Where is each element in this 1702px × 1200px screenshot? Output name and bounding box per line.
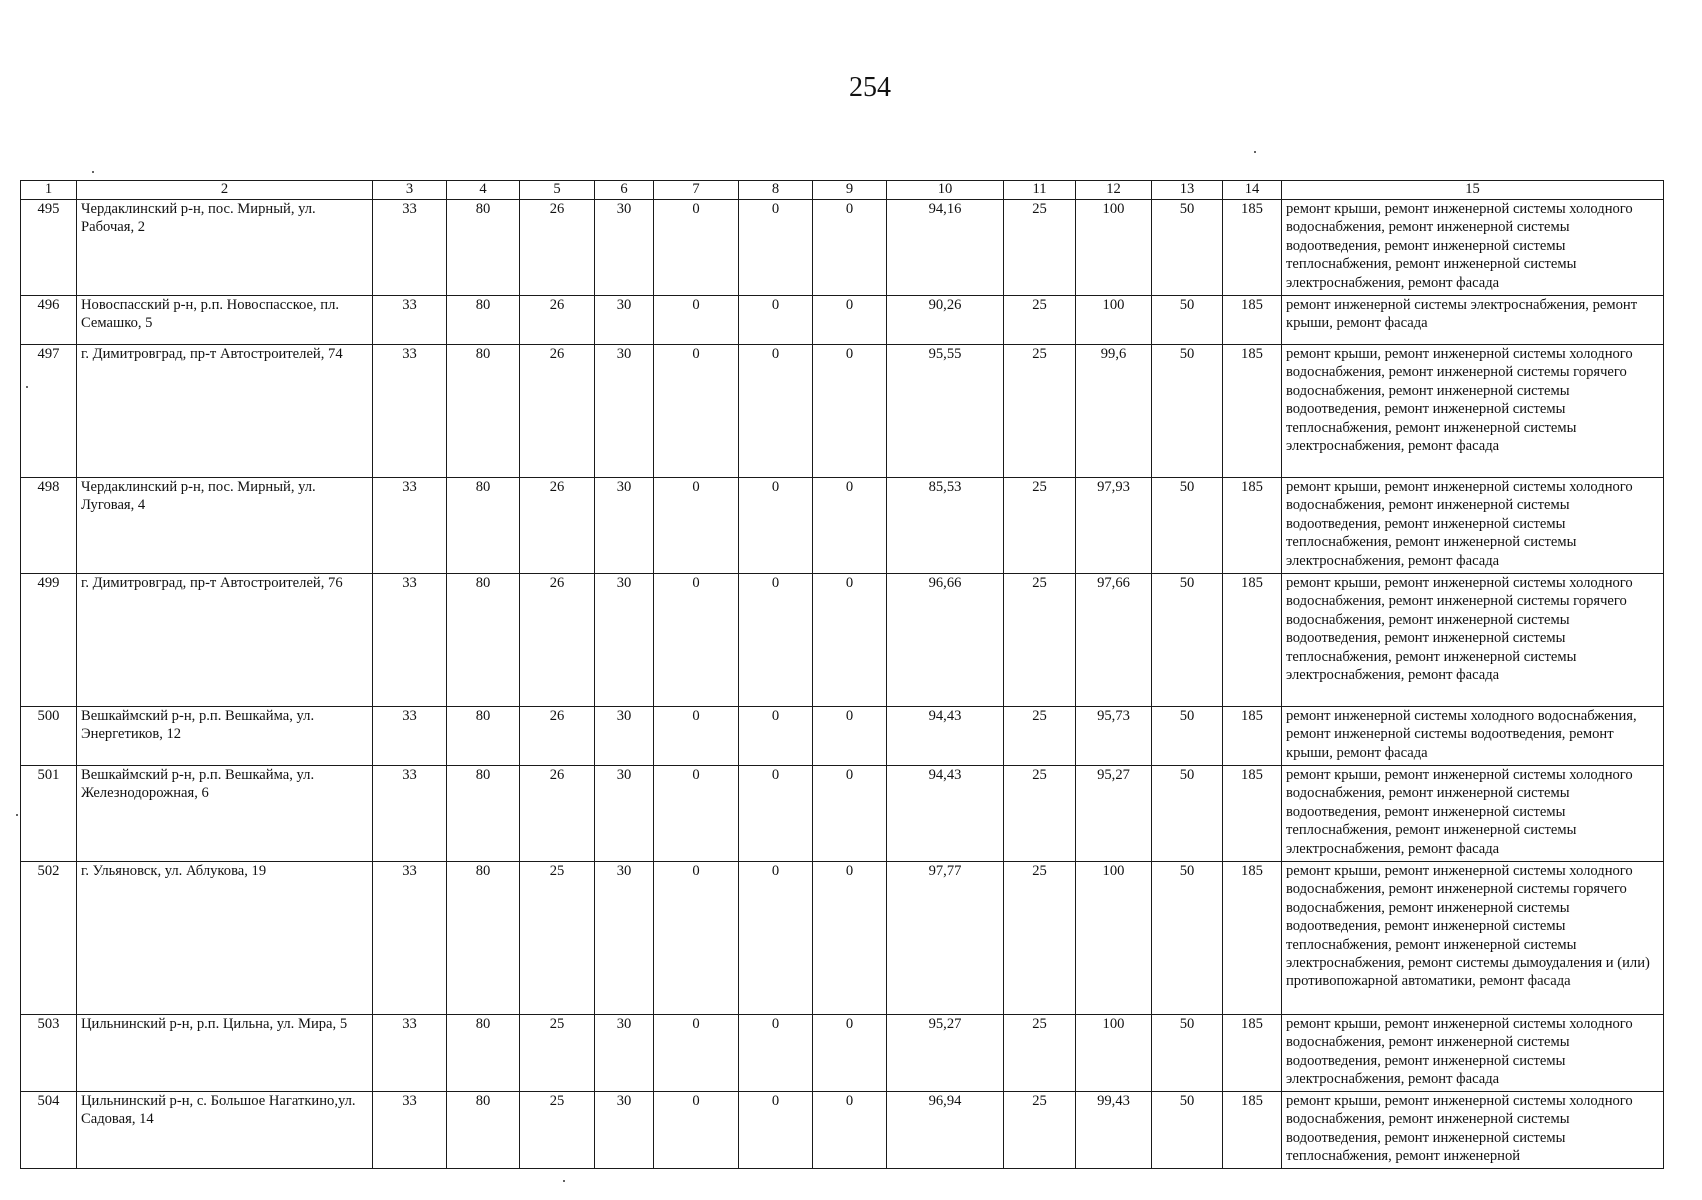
value-cell: 30 xyxy=(595,478,654,574)
value-cell: 25 xyxy=(520,1092,595,1169)
value-cell: 0 xyxy=(654,296,739,345)
value-cell: 185 xyxy=(1223,574,1282,707)
value-cell: 85,53 xyxy=(887,478,1004,574)
scan-speck xyxy=(1254,151,1256,153)
address-cell: Цильнинский р-н, с. Большое Нагаткино,ул. Садовая, 14 xyxy=(77,1092,373,1169)
value-cell: 30 xyxy=(595,574,654,707)
value-cell: 25 xyxy=(1004,862,1076,1015)
value-cell: 94,16 xyxy=(887,200,1004,296)
repair-works-cell: ремонт крыши, ремонт инженерной системы холодного водоснабжения, ремонт инженерной системы горячего водоснабжения, ремонт инженерной системы водоотведения, ремонт инженерной системы теплоснабжения, ремонт инженерной системы электроснабжения, ремонт фасада xyxy=(1282,574,1664,707)
row-number: 504 xyxy=(21,1092,77,1169)
value-cell: 30 xyxy=(595,345,654,478)
table-row xyxy=(21,1092,1664,1169)
value-cell: 50 xyxy=(1152,1015,1223,1092)
address-cell: Вешкаймский р-н, р.п. Вешкайма, ул. Железнодорожная, 6 xyxy=(77,766,373,862)
address-cell: г. Ульяновск, ул. Аблукова, 19 xyxy=(77,862,373,1015)
value-cell: 80 xyxy=(447,574,520,707)
value-cell: 94,43 xyxy=(887,707,1004,766)
value-cell: 0 xyxy=(739,862,813,1015)
value-cell: 26 xyxy=(520,296,595,345)
row-number: 503 xyxy=(21,1015,77,1092)
value-cell: 25 xyxy=(1004,345,1076,478)
value-cell: 33 xyxy=(373,200,447,296)
value-cell: 0 xyxy=(654,766,739,862)
value-cell: 97,93 xyxy=(1076,478,1152,574)
value-cell: 185 xyxy=(1223,1015,1282,1092)
value-cell: 0 xyxy=(813,478,887,574)
value-cell: 99,43 xyxy=(1076,1092,1152,1169)
value-cell: 30 xyxy=(595,862,654,1015)
value-cell: 97,77 xyxy=(887,862,1004,1015)
value-cell: 0 xyxy=(813,1092,887,1169)
scan-speck xyxy=(16,814,18,816)
column-header: 4 xyxy=(447,181,520,200)
value-cell: 0 xyxy=(813,707,887,766)
value-cell: 33 xyxy=(373,1092,447,1169)
value-cell: 50 xyxy=(1152,766,1223,862)
address-cell: Вешкаймский р-н, р.п. Вешкайма, ул. Энергетиков, 12 xyxy=(77,707,373,766)
value-cell: 25 xyxy=(1004,200,1076,296)
value-cell: 80 xyxy=(447,478,520,574)
value-cell: 96,66 xyxy=(887,574,1004,707)
repair-works-cell: ремонт крыши, ремонт инженерной системы холодного водоснабжения, ремонт инженерной системы водоотведения, ремонт инженерной системы теплоснабжения, ремонт инженерной системы электроснабжения, ремонт фасада xyxy=(1282,766,1664,862)
value-cell: 50 xyxy=(1152,478,1223,574)
column-header: 6 xyxy=(595,181,654,200)
value-cell: 185 xyxy=(1223,296,1282,345)
value-cell: 0 xyxy=(739,1092,813,1169)
value-cell: 0 xyxy=(654,1092,739,1169)
column-header: 1 xyxy=(21,181,77,200)
row-number: 498 xyxy=(21,478,77,574)
value-cell: 0 xyxy=(813,574,887,707)
value-cell: 0 xyxy=(654,345,739,478)
value-cell: 0 xyxy=(739,707,813,766)
column-header: 7 xyxy=(654,181,739,200)
column-header: 10 xyxy=(887,181,1004,200)
value-cell: 185 xyxy=(1223,766,1282,862)
table-row xyxy=(21,862,1664,1015)
repair-works-cell: ремонт инженерной системы электроснабжения, ремонт крыши, ремонт фасада xyxy=(1282,296,1664,345)
value-cell: 30 xyxy=(595,296,654,345)
value-cell: 80 xyxy=(447,766,520,862)
value-cell: 80 xyxy=(447,1015,520,1092)
value-cell: 185 xyxy=(1223,200,1282,296)
value-cell: 80 xyxy=(447,296,520,345)
table-row xyxy=(21,200,1664,296)
repair-works-cell: ремонт крыши, ремонт инженерной системы холодного водоснабжения, ремонт инженерной системы водоотведения, ремонт инженерной системы теплоснабжения, ремонт инженерной xyxy=(1282,1092,1664,1169)
value-cell: 30 xyxy=(595,707,654,766)
value-cell: 50 xyxy=(1152,345,1223,478)
value-cell: 25 xyxy=(1004,707,1076,766)
scan-speck xyxy=(92,171,94,173)
value-cell: 95,55 xyxy=(887,345,1004,478)
table-row xyxy=(21,296,1664,345)
value-cell: 33 xyxy=(373,345,447,478)
column-header: 5 xyxy=(520,181,595,200)
value-cell: 50 xyxy=(1152,707,1223,766)
value-cell: 25 xyxy=(1004,478,1076,574)
value-cell: 0 xyxy=(654,574,739,707)
value-cell: 33 xyxy=(373,862,447,1015)
value-cell: 80 xyxy=(447,200,520,296)
value-cell: 25 xyxy=(1004,1015,1076,1092)
value-cell: 100 xyxy=(1076,296,1152,345)
row-number: 500 xyxy=(21,707,77,766)
column-header: 9 xyxy=(813,181,887,200)
value-cell: 26 xyxy=(520,345,595,478)
value-cell: 0 xyxy=(654,862,739,1015)
repair-register-table xyxy=(20,180,1664,1169)
repair-works-cell: ремонт крыши, ремонт инженерной системы холодного водоснабжения, ремонт инженерной системы водоотведения, ремонт инженерной системы электроснабжения, ремонт фасада xyxy=(1282,1015,1664,1092)
repair-works-cell: ремонт крыши, ремонт инженерной системы холодного водоснабжения, ремонт инженерной системы горячего водоснабжения, ремонт инженерной системы водоотведения, ремонт инженерной системы теплоснабжения, ремонт инженерной системы электроснабжения, ремонт системы дымоудаления и (или) противопожарной автоматики, ремонт фасада xyxy=(1282,862,1664,1015)
column-header: 8 xyxy=(739,181,813,200)
value-cell: 90,26 xyxy=(887,296,1004,345)
column-header: 15 xyxy=(1282,181,1664,200)
repair-works-cell: ремонт инженерной системы холодного водоснабжения, ремонт инженерной системы водоотведения, ремонт крыши, ремонт фасада xyxy=(1282,707,1664,766)
value-cell: 50 xyxy=(1152,200,1223,296)
value-cell: 50 xyxy=(1152,1092,1223,1169)
value-cell: 0 xyxy=(739,1015,813,1092)
value-cell: 26 xyxy=(520,478,595,574)
value-cell: 0 xyxy=(739,574,813,707)
value-cell: 0 xyxy=(813,862,887,1015)
value-cell: 100 xyxy=(1076,862,1152,1015)
value-cell: 25 xyxy=(1004,1092,1076,1169)
value-cell: 50 xyxy=(1152,574,1223,707)
value-cell: 185 xyxy=(1223,478,1282,574)
value-cell: 50 xyxy=(1152,862,1223,1015)
value-cell: 25 xyxy=(1004,574,1076,707)
column-header: 14 xyxy=(1223,181,1282,200)
row-number: 495 xyxy=(21,200,77,296)
value-cell: 95,73 xyxy=(1076,707,1152,766)
table-row xyxy=(21,478,1664,574)
table-row xyxy=(21,766,1664,862)
value-cell: 0 xyxy=(813,296,887,345)
value-cell: 0 xyxy=(654,1015,739,1092)
value-cell: 26 xyxy=(520,707,595,766)
value-cell: 33 xyxy=(373,1015,447,1092)
value-cell: 30 xyxy=(595,1092,654,1169)
value-cell: 95,27 xyxy=(1076,766,1152,862)
value-cell: 0 xyxy=(739,766,813,862)
value-cell: 30 xyxy=(595,200,654,296)
column-header: 3 xyxy=(373,181,447,200)
row-number: 502 xyxy=(21,862,77,1015)
value-cell: 26 xyxy=(520,766,595,862)
value-cell: 185 xyxy=(1223,707,1282,766)
value-cell: 185 xyxy=(1223,345,1282,478)
value-cell: 100 xyxy=(1076,1015,1152,1092)
table-row xyxy=(21,345,1664,478)
page-number: 254 xyxy=(849,72,891,103)
value-cell: 26 xyxy=(520,574,595,707)
value-cell: 0 xyxy=(739,478,813,574)
value-cell: 33 xyxy=(373,766,447,862)
address-cell: Чердаклинский р-н, пос. Мирный, ул. Рабочая, 2 xyxy=(77,200,373,296)
value-cell: 0 xyxy=(813,345,887,478)
column-header: 13 xyxy=(1152,181,1223,200)
value-cell: 0 xyxy=(813,200,887,296)
address-cell: г. Димитровград, пр-т Автостроителей, 74 xyxy=(77,345,373,478)
value-cell: 80 xyxy=(447,345,520,478)
value-cell: 80 xyxy=(447,862,520,1015)
value-cell: 25 xyxy=(520,862,595,1015)
value-cell: 0 xyxy=(813,1015,887,1092)
value-cell: 185 xyxy=(1223,1092,1282,1169)
row-number: 501 xyxy=(21,766,77,862)
repair-works-cell: ремонт крыши, ремонт инженерной системы холодного водоснабжения, ремонт инженерной системы водоотведения, ремонт инженерной системы теплоснабжения, ремонт инженерной системы электроснабжения, ремонт фасада xyxy=(1282,478,1664,574)
value-cell: 50 xyxy=(1152,296,1223,345)
value-cell: 97,66 xyxy=(1076,574,1152,707)
value-cell: 185 xyxy=(1223,862,1282,1015)
value-cell: 33 xyxy=(373,707,447,766)
value-cell: 0 xyxy=(654,707,739,766)
value-cell: 33 xyxy=(373,478,447,574)
row-number: 497 xyxy=(21,345,77,478)
address-cell: Новоспасский р-н, р.п. Новоспасское, пл. Семашко, 5 xyxy=(77,296,373,345)
value-cell: 33 xyxy=(373,574,447,707)
address-cell: Чердаклинский р-н, пос. Мирный, ул. Луговая, 4 xyxy=(77,478,373,574)
repair-works-cell: ремонт крыши, ремонт инженерной системы холодного водоснабжения, ремонт инженерной системы горячего водоснабжения, ремонт инженерной системы водоотведения, ремонт инженерной системы теплоснабжения, ремонт инженерной системы электроснабжения, ремонт фасада xyxy=(1282,345,1664,478)
address-cell: Цильнинский р-н, р.п. Цильна, ул. Мира, 5 xyxy=(77,1015,373,1092)
value-cell: 100 xyxy=(1076,200,1152,296)
column-header: 12 xyxy=(1076,181,1152,200)
column-header: 2 xyxy=(77,181,373,200)
scan-speck xyxy=(563,1180,565,1182)
value-cell: 95,27 xyxy=(887,1015,1004,1092)
column-header: 11 xyxy=(1004,181,1076,200)
value-cell: 30 xyxy=(595,1015,654,1092)
table-row xyxy=(21,1015,1664,1092)
value-cell: 80 xyxy=(447,1092,520,1169)
row-number: 496 xyxy=(21,296,77,345)
table-row xyxy=(21,707,1664,766)
table-row xyxy=(21,574,1664,707)
value-cell: 33 xyxy=(373,296,447,345)
value-cell: 30 xyxy=(595,766,654,862)
repair-works-cell: ремонт крыши, ремонт инженерной системы холодного водоснабжения, ремонт инженерной системы водоотведения, ремонт инженерной системы теплоснабжения, ремонт инженерной системы электроснабжения, ремонт фасада xyxy=(1282,200,1664,296)
value-cell: 25 xyxy=(1004,296,1076,345)
value-cell: 25 xyxy=(1004,766,1076,862)
value-cell: 0 xyxy=(654,200,739,296)
value-cell: 96,94 xyxy=(887,1092,1004,1169)
value-cell: 94,43 xyxy=(887,766,1004,862)
column-number-row xyxy=(21,181,1664,200)
value-cell: 0 xyxy=(739,296,813,345)
value-cell: 80 xyxy=(447,707,520,766)
row-number: 499 xyxy=(21,574,77,707)
address-cell: г. Димитровград, пр-т Автостроителей, 76 xyxy=(77,574,373,707)
value-cell: 0 xyxy=(739,345,813,478)
value-cell: 0 xyxy=(813,766,887,862)
value-cell: 25 xyxy=(520,1015,595,1092)
value-cell: 0 xyxy=(654,478,739,574)
value-cell: 0 xyxy=(739,200,813,296)
value-cell: 26 xyxy=(520,200,595,296)
value-cell: 99,6 xyxy=(1076,345,1152,478)
